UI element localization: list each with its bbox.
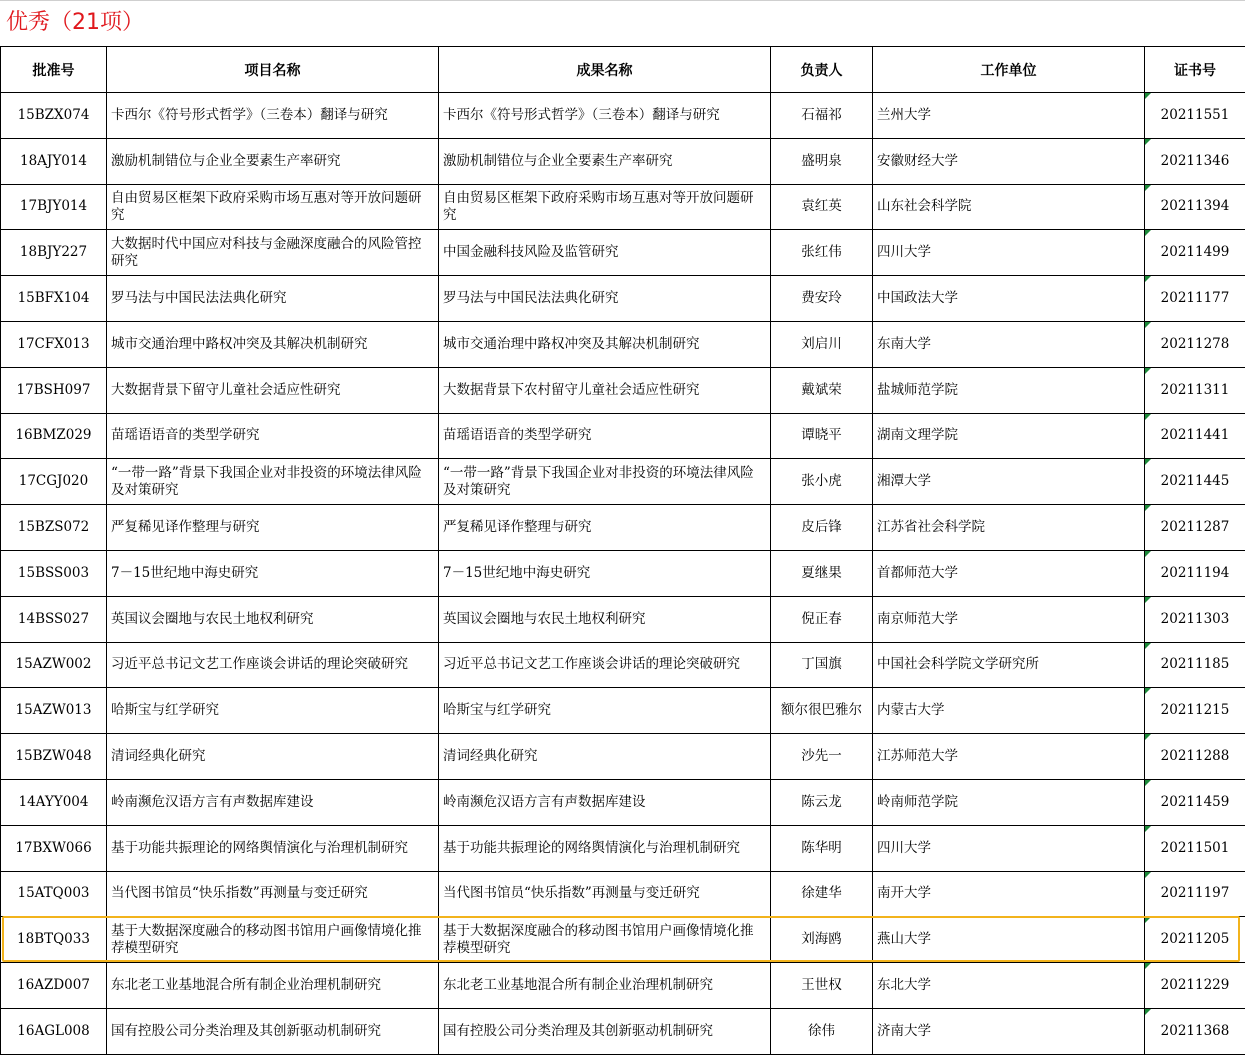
- unit-cell: 湖南文理学院: [873, 413, 1145, 459]
- leader-cell: 张红伟: [771, 230, 873, 276]
- leader-cell: 陈华明: [771, 825, 873, 871]
- approval-number-cell: 17CFX013: [1, 321, 107, 367]
- leader-cell: 刘启川: [771, 321, 873, 367]
- approval-number-cell: 16BMZ029: [1, 413, 107, 459]
- header-leader: 负责人: [771, 47, 873, 93]
- project-name-cell: 东北老工业基地混合所有制企业治理机制研究: [107, 963, 439, 1009]
- result-name-cell: 城市交通治理中路权冲突及其解决机制研究: [439, 321, 771, 367]
- certificate-number-cell: 20211394: [1145, 184, 1245, 230]
- approval-number-cell: 16AGL008: [1, 1008, 107, 1054]
- table-row: [1, 917, 1245, 963]
- certificate-number-cell: 20211303: [1145, 596, 1245, 642]
- table-row: [1, 825, 1245, 871]
- leader-cell: 张小虎: [771, 459, 873, 505]
- table-row: [1, 596, 1245, 642]
- certificate-number-cell: 20211205: [1145, 917, 1245, 963]
- approval-number-cell: 15BSS003: [1, 550, 107, 596]
- certificate-number-cell: 20211499: [1145, 230, 1245, 276]
- unit-cell: 东南大学: [873, 321, 1145, 367]
- certificate-number-cell: 20211459: [1145, 779, 1245, 825]
- table-row: [1, 688, 1245, 734]
- leader-cell: 刘海鸥: [771, 917, 873, 963]
- table-row: [1, 276, 1245, 322]
- unit-cell: 江苏省社会科学院: [873, 505, 1145, 551]
- project-name-cell: 严复稀见译作整理与研究: [107, 505, 439, 551]
- result-name-cell: 国有控股公司分类治理及其创新驱动机制研究: [439, 1008, 771, 1054]
- table-row: [1, 1008, 1245, 1054]
- unit-cell: 南开大学: [873, 871, 1145, 917]
- project-name-cell: 习近平总书记文艺工作座谈会讲话的理论突破研究: [107, 642, 439, 688]
- unit-cell: 江苏师范大学: [873, 734, 1145, 780]
- project-name-cell: “一带一路”背景下我国企业对非投资的环境法律风险及对策研究: [107, 459, 439, 505]
- project-name-cell: 岭南濒危汉语方言有声数据库建设: [107, 779, 439, 825]
- leader-cell: 王世权: [771, 963, 873, 1009]
- project-name-cell: 国有控股公司分类治理及其创新驱动机制研究: [107, 1008, 439, 1054]
- certificate-number-cell: 20211229: [1145, 963, 1245, 1009]
- certificate-number-cell: 20211215: [1145, 688, 1245, 734]
- leader-cell: 徐建华: [771, 871, 873, 917]
- result-name-cell: 7－15世纪地中海史研究: [439, 550, 771, 596]
- result-name-cell: 英国议会圈地与农民土地权利研究: [439, 596, 771, 642]
- project-name-cell: 激励机制错位与企业全要素生产率研究: [107, 138, 439, 184]
- result-name-cell: 中国金融科技风险及监管研究: [439, 230, 771, 276]
- unit-cell: 盐城师范学院: [873, 367, 1145, 413]
- leader-cell: 沙先一: [771, 734, 873, 780]
- result-name-cell: 基于功能共振理论的网络舆情演化与治理机制研究: [439, 825, 771, 871]
- result-name-cell: 岭南濒危汉语方言有声数据库建设: [439, 779, 771, 825]
- result-name-cell: “一带一路”背景下我国企业对非投资的环境法律风险及对策研究: [439, 459, 771, 505]
- section-title: 优秀（21项）: [6, 10, 144, 35]
- table-row: [1, 230, 1245, 276]
- certificate-number-cell: 20211288: [1145, 734, 1245, 780]
- table-row: [1, 779, 1245, 825]
- unit-cell: 湘潭大学: [873, 459, 1145, 505]
- unit-cell: 兰州大学: [873, 93, 1145, 139]
- table-row: [1, 505, 1245, 551]
- unit-cell: 首都师范大学: [873, 550, 1145, 596]
- approval-number-cell: 15BZX074: [1, 93, 107, 139]
- unit-cell: 南京师范大学: [873, 596, 1145, 642]
- table-row: [1, 734, 1245, 780]
- leader-cell: 额尔很巴雅尔: [771, 688, 873, 734]
- unit-cell: 燕山大学: [873, 917, 1145, 963]
- header-cert: 证书号: [1145, 47, 1245, 93]
- approval-number-cell: 15BFX104: [1, 276, 107, 322]
- unit-cell: 四川大学: [873, 825, 1145, 871]
- table-row: [1, 550, 1245, 596]
- unit-cell: 岭南师范学院: [873, 779, 1145, 825]
- result-name-cell: 罗马法与中国民法法典化研究: [439, 276, 771, 322]
- header-unit: 工作单位: [873, 47, 1145, 93]
- approval-number-cell: 15ATQ003: [1, 871, 107, 917]
- unit-cell: 安徽财经大学: [873, 138, 1145, 184]
- result-name-cell: 哈斯宝与红学研究: [439, 688, 771, 734]
- certificate-number-cell: 20211287: [1145, 505, 1245, 551]
- header-approval: 批准号: [1, 47, 107, 93]
- project-name-cell: 苗瑶语语音的类型学研究: [107, 413, 439, 459]
- approval-number-cell: 17BXW066: [1, 825, 107, 871]
- project-name-cell: 基于功能共振理论的网络舆情演化与治理机制研究: [107, 825, 439, 871]
- certificate-number-cell: 20211441: [1145, 413, 1245, 459]
- result-name-cell: 东北老工业基地混合所有制企业治理机制研究: [439, 963, 771, 1009]
- unit-cell: 济南大学: [873, 1008, 1145, 1054]
- leader-cell: 倪正春: [771, 596, 873, 642]
- table-row: [1, 459, 1245, 505]
- leader-cell: 夏继果: [771, 550, 873, 596]
- approval-number-cell: 18AJY014: [1, 138, 107, 184]
- approval-number-cell: 14BSS027: [1, 596, 107, 642]
- leader-cell: 戴斌荣: [771, 367, 873, 413]
- table-row: [1, 93, 1245, 139]
- approval-number-cell: 15BZS072: [1, 505, 107, 551]
- leader-cell: 陈云龙: [771, 779, 873, 825]
- project-name-cell: 当代图书馆员“快乐指数”再测量与变迁研究: [107, 871, 439, 917]
- top-divider: [0, 0, 1245, 1]
- result-name-cell: 苗瑶语语音的类型学研究: [439, 413, 771, 459]
- unit-cell: 四川大学: [873, 230, 1145, 276]
- leader-cell: 盛明泉: [771, 138, 873, 184]
- certificate-number-cell: 20211278: [1145, 321, 1245, 367]
- leader-cell: 费安玲: [771, 276, 873, 322]
- approval-number-cell: 15AZW002: [1, 642, 107, 688]
- certificate-number-cell: 20211445: [1145, 459, 1245, 505]
- project-name-cell: 清词经典化研究: [107, 734, 439, 780]
- approval-number-cell: 18BTQ033: [1, 917, 107, 963]
- leader-cell: 石福祁: [771, 93, 873, 139]
- table-row: [1, 184, 1245, 230]
- unit-cell: 山东社会科学院: [873, 184, 1145, 230]
- project-name-cell: 大数据背景下留守儿童社会适应性研究: [107, 367, 439, 413]
- leader-cell: 谭晓平: [771, 413, 873, 459]
- project-name-cell: 7－15世纪地中海史研究: [107, 550, 439, 596]
- approval-number-cell: 17BJY014: [1, 184, 107, 230]
- project-name-cell: 英国议会圈地与农民土地权利研究: [107, 596, 439, 642]
- table-row: [1, 367, 1245, 413]
- project-name-cell: 城市交通治理中路权冲突及其解决机制研究: [107, 321, 439, 367]
- certificate-number-cell: 20211368: [1145, 1008, 1245, 1054]
- table-row: [1, 963, 1245, 1009]
- table-row: [1, 413, 1245, 459]
- table-row: [1, 138, 1245, 184]
- unit-cell: 东北大学: [873, 963, 1145, 1009]
- result-name-cell: 严复稀见译作整理与研究: [439, 505, 771, 551]
- leader-cell: 徐伟: [771, 1008, 873, 1054]
- approval-number-cell: 15BZW048: [1, 734, 107, 780]
- result-name-cell: 激励机制错位与企业全要素生产率研究: [439, 138, 771, 184]
- certificate-number-cell: 20211177: [1145, 276, 1245, 322]
- approval-number-cell: 15AZW013: [1, 688, 107, 734]
- leader-cell: 袁红英: [771, 184, 873, 230]
- leader-cell: 丁国旗: [771, 642, 873, 688]
- approval-number-cell: 18BJY227: [1, 230, 107, 276]
- result-name-cell: 卡西尔《符号形式哲学》（三卷本）翻译与研究: [439, 93, 771, 139]
- certificate-number-cell: 20211197: [1145, 871, 1245, 917]
- certificate-number-cell: 20211501: [1145, 825, 1245, 871]
- header-project: 项目名称: [107, 47, 439, 93]
- certificate-number-cell: 20211194: [1145, 550, 1245, 596]
- approval-number-cell: 16AZD007: [1, 963, 107, 1009]
- table-header-row: [1, 47, 1245, 93]
- result-name-cell: 当代图书馆员“快乐指数”再测量与变迁研究: [439, 871, 771, 917]
- table-row: [1, 871, 1245, 917]
- unit-cell: 中国政法大学: [873, 276, 1145, 322]
- result-name-cell: 基于大数据深度融合的移动图书馆用户画像情境化推荐模型研究: [439, 917, 771, 963]
- project-name-cell: 大数据时代中国应对科技与金融深度融合的风险管控研究: [107, 230, 439, 276]
- approval-number-cell: 14AYY004: [1, 779, 107, 825]
- header-result: 成果名称: [439, 47, 771, 93]
- certificate-number-cell: 20211551: [1145, 93, 1245, 139]
- result-name-cell: 大数据背景下农村留守儿童社会适应性研究: [439, 367, 771, 413]
- certificate-number-cell: 20211311: [1145, 367, 1245, 413]
- leader-cell: 皮后锋: [771, 505, 873, 551]
- table-row: [1, 321, 1245, 367]
- project-name-cell: 哈斯宝与红学研究: [107, 688, 439, 734]
- unit-cell: 中国社会科学院文学研究所: [873, 642, 1145, 688]
- project-name-cell: 基于大数据深度融合的移动图书馆用户画像情境化推荐模型研究: [107, 917, 439, 963]
- result-name-cell: 自由贸易区框架下政府采购市场互惠对等开放问题研究: [439, 184, 771, 230]
- project-name-cell: 自由贸易区框架下政府采购市场互惠对等开放问题研究: [107, 184, 439, 230]
- result-name-cell: 清词经典化研究: [439, 734, 771, 780]
- table-body: [1, 93, 1245, 1055]
- approval-number-cell: 17BSH097: [1, 367, 107, 413]
- table-row: [1, 642, 1245, 688]
- project-name-cell: 罗马法与中国民法法典化研究: [107, 276, 439, 322]
- result-name-cell: 习近平总书记文艺工作座谈会讲话的理论突破研究: [439, 642, 771, 688]
- approval-number-cell: 17CGJ020: [1, 459, 107, 505]
- certificate-number-cell: 20211185: [1145, 642, 1245, 688]
- awards-table: [0, 46, 1245, 1055]
- project-name-cell: 卡西尔《符号形式哲学》（三卷本）翻译与研究: [107, 93, 439, 139]
- certificate-number-cell: 20211346: [1145, 138, 1245, 184]
- unit-cell: 内蒙古大学: [873, 688, 1145, 734]
